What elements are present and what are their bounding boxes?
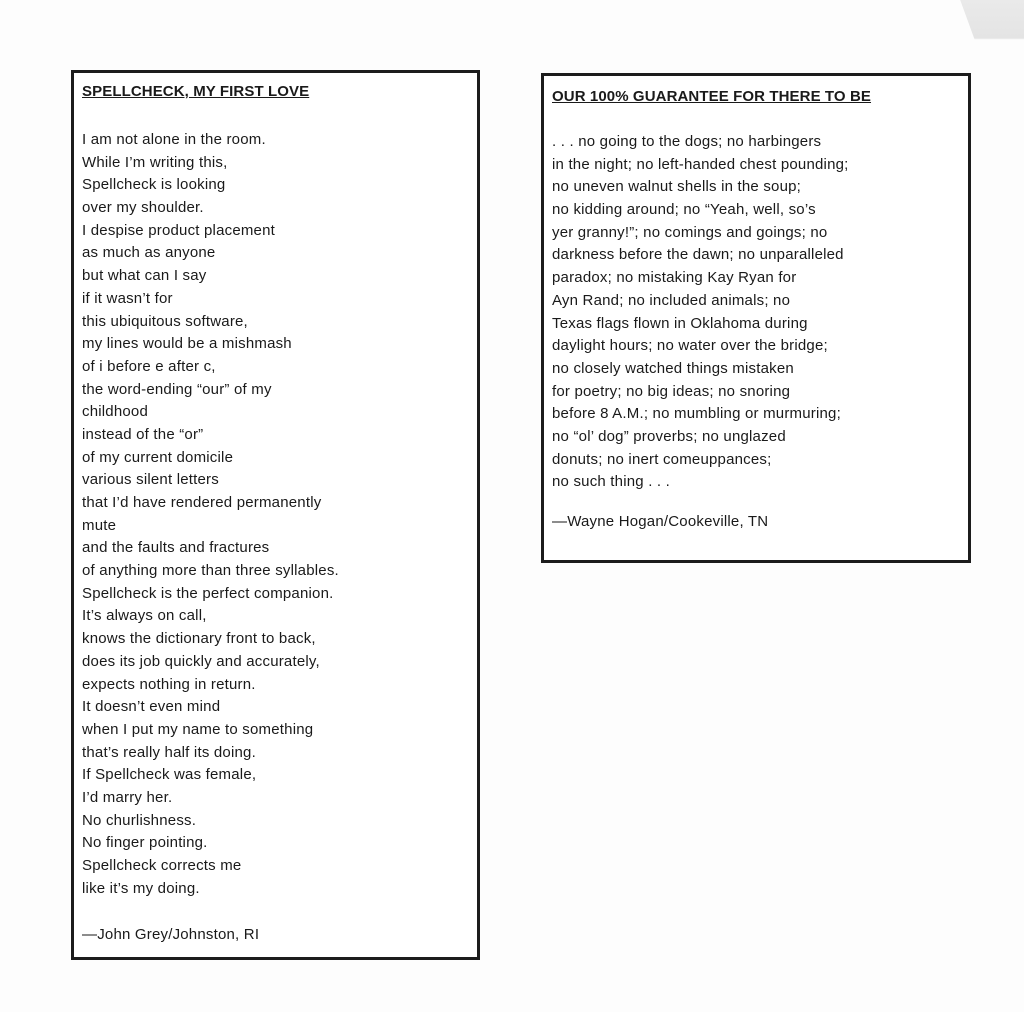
- poem-line: It doesn’t even mind: [82, 698, 221, 716]
- poem-byline: —Wayne Hogan/Cookeville, TN: [552, 513, 769, 530]
- poem-line: when I put my name to something: [82, 720, 314, 738]
- poem-body: [82, 129, 477, 900]
- poem-line: No churlishness.: [82, 811, 197, 829]
- poem-line: Texas flags flown in Oklahoma during: [552, 314, 808, 332]
- poem-byline: —John Grey/Johnston, RI: [82, 926, 260, 944]
- poem-line: of i before e after c,: [82, 357, 216, 375]
- poem-line: various silent letters: [82, 471, 219, 489]
- poem-line: of my current domicile: [82, 448, 234, 466]
- poem-line: No finger pointing.: [82, 834, 208, 852]
- poem-line: paradox; no mistaking Kay Ryan for: [552, 269, 797, 287]
- poem-line: donuts; no inert comeuppances;: [552, 450, 772, 468]
- poem-line: if it wasn’t for: [82, 289, 173, 307]
- poem-line: mute: [82, 516, 117, 534]
- poem-line: I’d marry her.: [82, 788, 173, 806]
- poem-line: knows the dictionary front to back,: [82, 630, 316, 648]
- poem-line: before 8 A.M.; no mumbling or murmuring;: [552, 405, 841, 423]
- poem-line: of anything more than three syllables.: [82, 562, 339, 580]
- poem-line: but what can I say: [82, 267, 207, 285]
- poem-line: no “ol’ dog” proverbs; no unglazed: [552, 427, 786, 445]
- poem-line: and the faults and fractures: [82, 539, 270, 557]
- poem-line: Spellcheck is the perfect companion.: [82, 584, 334, 602]
- poem-line: yer granny!”; no comings and goings; no: [552, 223, 828, 241]
- poem-line: no uneven walnut shells in the soup;: [552, 178, 802, 196]
- poem-line: no kidding around; no “Yeah, well, so’s: [552, 201, 816, 219]
- poem-line: instead of the “or”: [82, 425, 204, 443]
- poem-line: It’s always on call,: [82, 607, 207, 625]
- poem-line: no closely watched things mistaken: [552, 359, 794, 377]
- poem-title: OUR 100% GUARANTEE FOR THERE TO BE: [552, 88, 872, 105]
- poem-line: Spellcheck corrects me: [82, 857, 242, 874]
- poem-line: like it’s my doing.: [82, 879, 200, 897]
- poem-line: daylight hours; no water over the bridge;: [552, 337, 828, 355]
- poem-line: for poetry; no big ideas; no snoring: [552, 382, 791, 400]
- poem-box-spellcheck: [71, 70, 480, 960]
- poem-line: as much as anyone: [82, 244, 216, 262]
- poem-line: I am not alone in the room.: [82, 131, 266, 148]
- poem-line: childhood: [82, 403, 149, 421]
- poem-line: Ayn Rand; no included animals; no: [552, 291, 791, 309]
- poem-line: does its job quickly and accurately,: [82, 652, 320, 670]
- poem-line: that I’d have rendered permanently: [82, 494, 322, 511]
- poem-line: that’s really half its doing.: [82, 743, 256, 761]
- poem-line: my lines would be a mishmash: [82, 335, 292, 353]
- poem-line: over my shoulder.: [82, 199, 204, 217]
- poem-line: no such thing . . .: [552, 473, 671, 491]
- poem-line: . . . no going to the dogs; no harbingers: [552, 133, 822, 150]
- poem-line: expects nothing in return.: [82, 675, 256, 693]
- poem-line: While I’m writing this,: [82, 153, 228, 171]
- poem-title: SPELLCHECK, MY FIRST LOVE: [82, 83, 310, 100]
- poem-box-guarantee: [541, 73, 971, 563]
- poem-line: If Spellcheck was female,: [82, 766, 257, 784]
- poem-line: the word-ending “our” of my: [82, 380, 272, 398]
- poem-line: this ubiquitous software,: [82, 312, 248, 330]
- poem-line: Spellcheck is looking: [82, 176, 226, 194]
- poem-line: in the night; no left-handed chest pounding;: [552, 155, 849, 173]
- poem-body: [552, 131, 968, 494]
- poem-line: I despise product placement: [82, 221, 276, 239]
- poem-line: darkness before the dawn; no unparalleled: [552, 246, 844, 264]
